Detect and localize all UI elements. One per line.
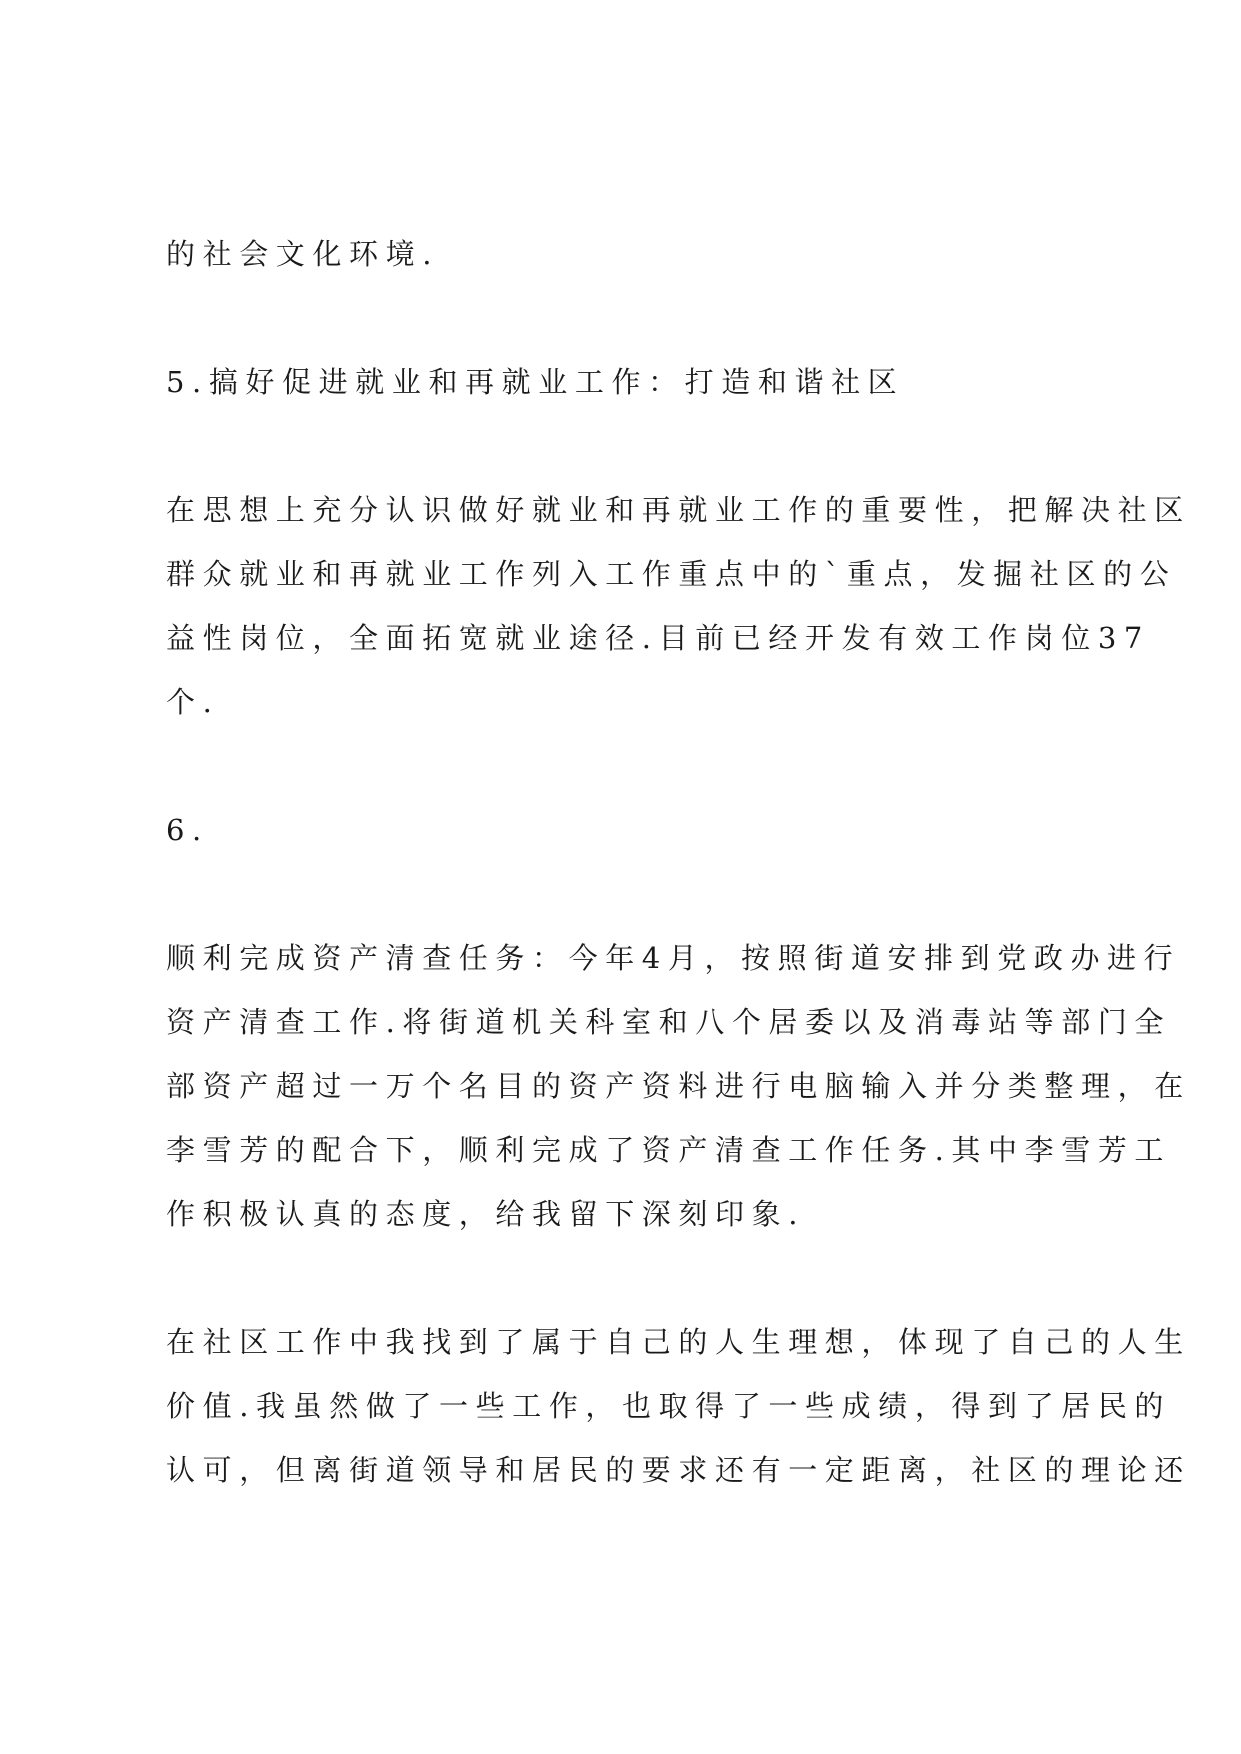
section-number: 6. xyxy=(166,813,209,847)
paragraph-line: 顺利完成资产清查任务：今年4月，按照街道安排到党政办进行 xyxy=(166,941,1181,975)
paragraph-line: 在社区工作中我找到了属于自己的人生理想，体现了自己的人生 xyxy=(166,1325,1191,1359)
paragraph-line: 作积极认真的态度，给我留下深刻印象. xyxy=(166,1197,806,1231)
paragraph-line: 在思想上充分认识做好就业和再就业工作的重要性，把解决社区 xyxy=(166,493,1191,527)
paragraph-line: 益性岗位，全面拓宽就业途径.目前已经开发有效工作岗位37 xyxy=(166,621,1150,655)
paragraph-line: 李雪芳的配合下，顺利完成了资产清查工作任务.其中李雪芳工 xyxy=(166,1133,1172,1167)
paragraph-line: 的社会文化环境. xyxy=(166,237,440,271)
paragraph-line: 认可，但离街道领导和居民的要求还有一定距离，社区的理论还 xyxy=(166,1453,1191,1487)
section-heading: 5.搞好促进就业和再就业工作：打造和谐社区 xyxy=(166,365,905,399)
paragraph-line: 资产清查工作.将街道机关科室和八个居委以及消毒站等部门全 xyxy=(166,1005,1172,1039)
paragraph-line: 个. xyxy=(166,685,220,719)
paragraph-line: 部资产超过一万个名目的资产资料进行电脑输入并分类整理，在 xyxy=(166,1069,1191,1103)
paragraph-line: 群众就业和再就业工作列入工作重点中的`重点，发掘社区的公 xyxy=(166,557,1177,591)
paragraph-line: 价值.我虽然做了一些工作，也取得了一些成绩，得到了居民的 xyxy=(166,1389,1172,1423)
